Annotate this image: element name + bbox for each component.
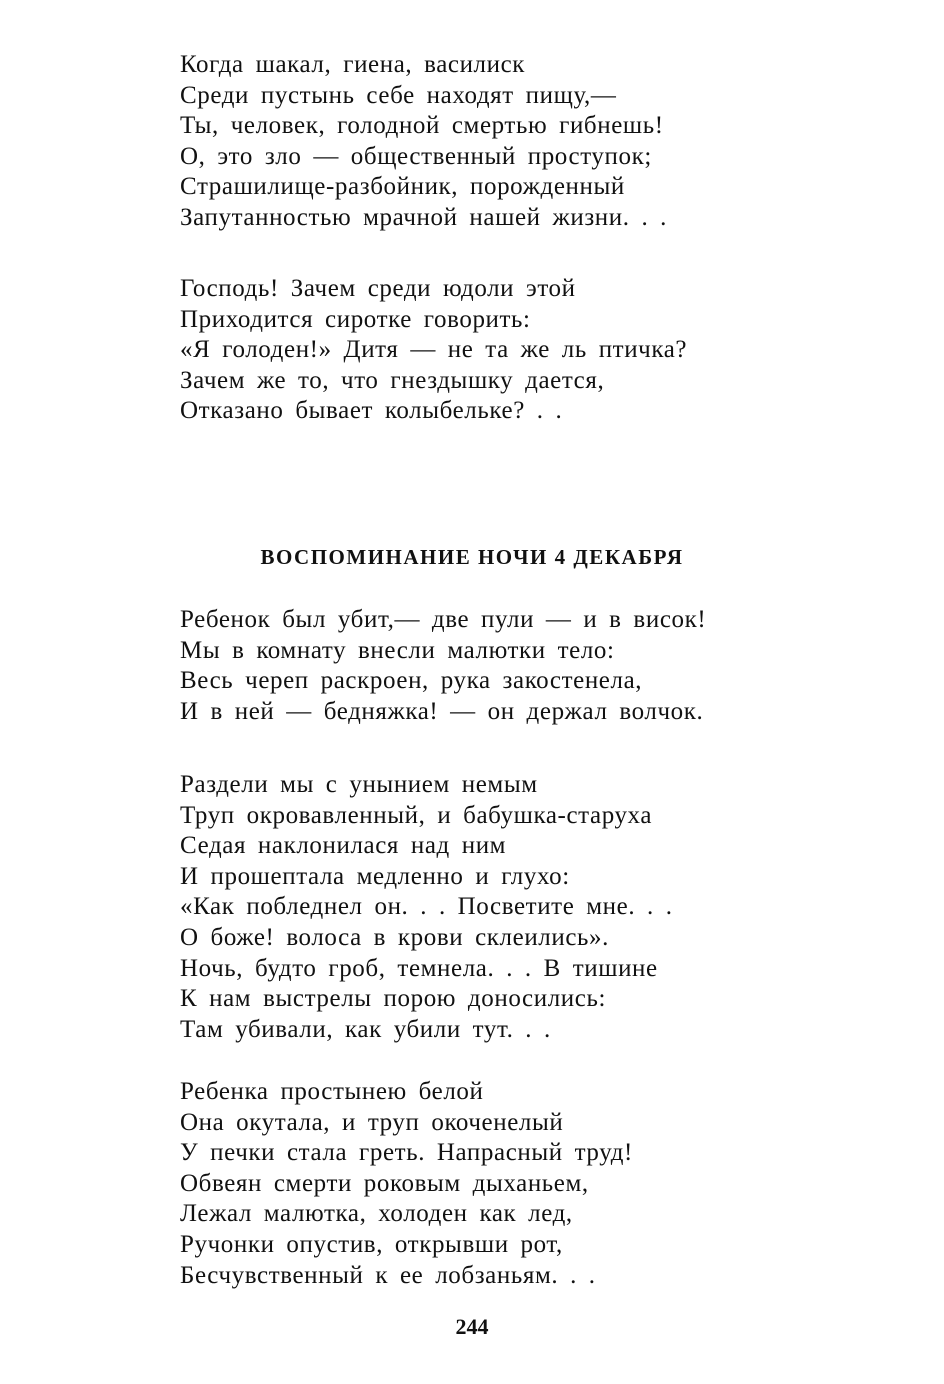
- stanza-bottom-1: [180, 605, 820, 727]
- poem-line: Седая наклонилася над ним: [180, 832, 507, 860]
- page-number: 244: [455, 1314, 489, 1339]
- poem-line: О боже! волоса в крови склеились».: [180, 923, 609, 951]
- poem-line: Запутанностью мрачной нашей жизни. . .: [180, 203, 668, 231]
- poem-line: Она окутала, и труп окоченелый: [180, 1108, 564, 1136]
- poem-line: Обвеян смерти роковым дыханьем,: [180, 1169, 589, 1197]
- poem-line: «Я голоден!» Дитя — не та же ль птичка?: [180, 336, 688, 364]
- poem-line: Приходится сиротке говорить:: [180, 305, 531, 333]
- poem-line: Лежал малютка, холоден как лед,: [180, 1200, 573, 1228]
- poem-line: Ты, человек, голодной смертью гибнешь!: [180, 112, 664, 140]
- poem-line: К нам выстрелы порою доносились:: [180, 985, 607, 1013]
- stanza-bottom-3: [180, 1077, 820, 1291]
- poem-line: Ручонки опустив, открывши рот,: [180, 1230, 563, 1258]
- poem-line: И прошептала медленно и глухо:: [180, 862, 570, 890]
- poem-line: Зачем же то, что гнездышку дается,: [180, 366, 605, 394]
- poem-line: Раздели мы с унынием немым: [180, 771, 538, 798]
- poem-line: Бесчувственный к ее лобзаньям. . .: [180, 1261, 596, 1289]
- poem-line: Отказано бывает колыбельке? . .: [180, 397, 563, 425]
- poem-line: У печки стала греть. Напрасный труд!: [180, 1139, 633, 1167]
- poem-line: Когда шакал, гиена, василиск: [180, 51, 526, 78]
- poem-line: Ночь, будто гроб, темнела. . . В тишине: [180, 954, 658, 982]
- stanza-top-1: [180, 50, 820, 234]
- poem-line: Там убивали, как убили тут. . .: [180, 1015, 551, 1043]
- poem-title: ВОСПОМИНАНИЕ НОЧИ 4 ДЕКАБРЯ: [260, 545, 684, 569]
- poem-line: Господь! Зачем среди юдоли этой: [180, 275, 576, 302]
- poem-line: Весь череп раскроен, рука закостенела,: [180, 667, 643, 695]
- stanza-top-2: [180, 274, 820, 427]
- poem-line: «Как побледнел он. . . Посветите мне. . .: [180, 893, 673, 921]
- poem-line: И в ней — бедняжка! — он держал волчок.: [180, 697, 704, 725]
- poem-line: О, это зло — общественный проступок;: [180, 142, 652, 170]
- poem-line: Ребенок был убит,— две пули — и в висок!: [180, 606, 707, 633]
- poem-line: Труп окровавленный, и бабушка-старуха: [180, 801, 653, 829]
- poem-line: Среди пустынь себе находят пищу,—: [180, 81, 617, 109]
- poem-line: Ребенка простынею белой: [180, 1078, 484, 1105]
- poem-line: Мы в комнату внесли малютки тело:: [180, 636, 615, 664]
- poem-line: Страшилище-разбойник, порожденный: [180, 173, 625, 201]
- stanza-bottom-2: [180, 770, 820, 1045]
